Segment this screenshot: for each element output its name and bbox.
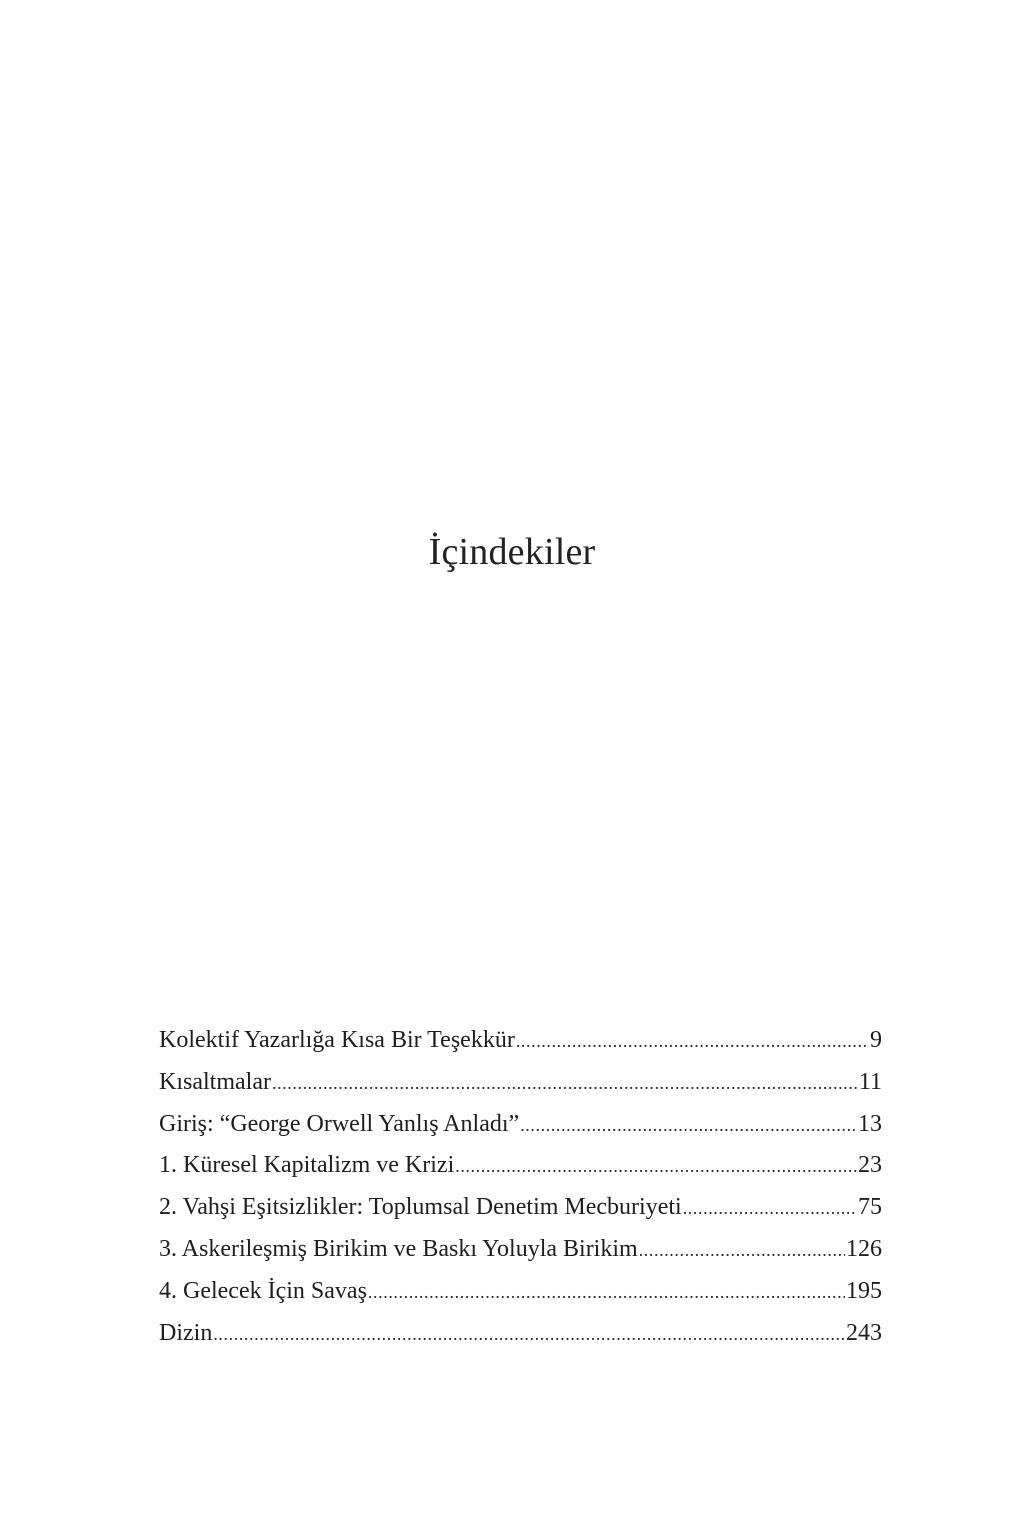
toc-entry-label: Dizin (159, 1319, 213, 1346)
table-of-contents (159, 1020, 882, 1354)
toc-entry-page: 195 (846, 1277, 882, 1304)
toc-entry-label: Kısaltmalar (159, 1068, 271, 1095)
toc-entry (159, 1313, 882, 1355)
toc-entry-page: 11 (858, 1068, 882, 1095)
toc-entry-page: 9 (870, 1027, 882, 1053)
toc-entry-page: 13 (858, 1110, 882, 1137)
toc-entry-label: 3. Askerileşmiş Birikim ve Baskı Yoluyla Birikim (159, 1235, 638, 1262)
toc-entry-page: 126 (846, 1235, 882, 1262)
toc-entry (159, 1020, 882, 1062)
toc-dot-leader (639, 1230, 845, 1271)
toc-entry (159, 1187, 882, 1229)
toc-entry-label: Kolektif Yazarlığa Kısa Bir Teşekkür (159, 1027, 515, 1053)
toc-entry-page: 23 (858, 1152, 882, 1179)
toc-dot-leader (520, 1105, 857, 1146)
toc-dot-leader (368, 1272, 845, 1313)
toc-entry-label: Giriş: “George Orwell Yanlış Anladı” (159, 1110, 520, 1137)
toc-entry-label: 2. Vahşi Eşitsizlikler: Toplumsal Denetim Mecburiyeti (159, 1194, 682, 1221)
toc-dot-leader (683, 1188, 857, 1229)
toc-dot-leader (272, 1063, 858, 1104)
toc-dot-leader (213, 1314, 845, 1355)
toc-entry (159, 1145, 882, 1187)
toc-entry (159, 1104, 882, 1146)
toc-entry (159, 1271, 882, 1313)
toc-entry-label: 4. Gelecek İçin Savaş (159, 1277, 367, 1304)
toc-dot-leader (455, 1146, 857, 1187)
toc-entry (159, 1062, 882, 1104)
toc-dot-leader (516, 1021, 869, 1062)
toc-entry-page: 243 (846, 1319, 882, 1346)
toc-entry-page: 75 (858, 1194, 882, 1221)
toc-entry-label: 1. Küresel Kapitalizm ve Krizi (159, 1152, 455, 1179)
page-title: İçindekiler (428, 531, 596, 573)
toc-entry (159, 1229, 882, 1271)
